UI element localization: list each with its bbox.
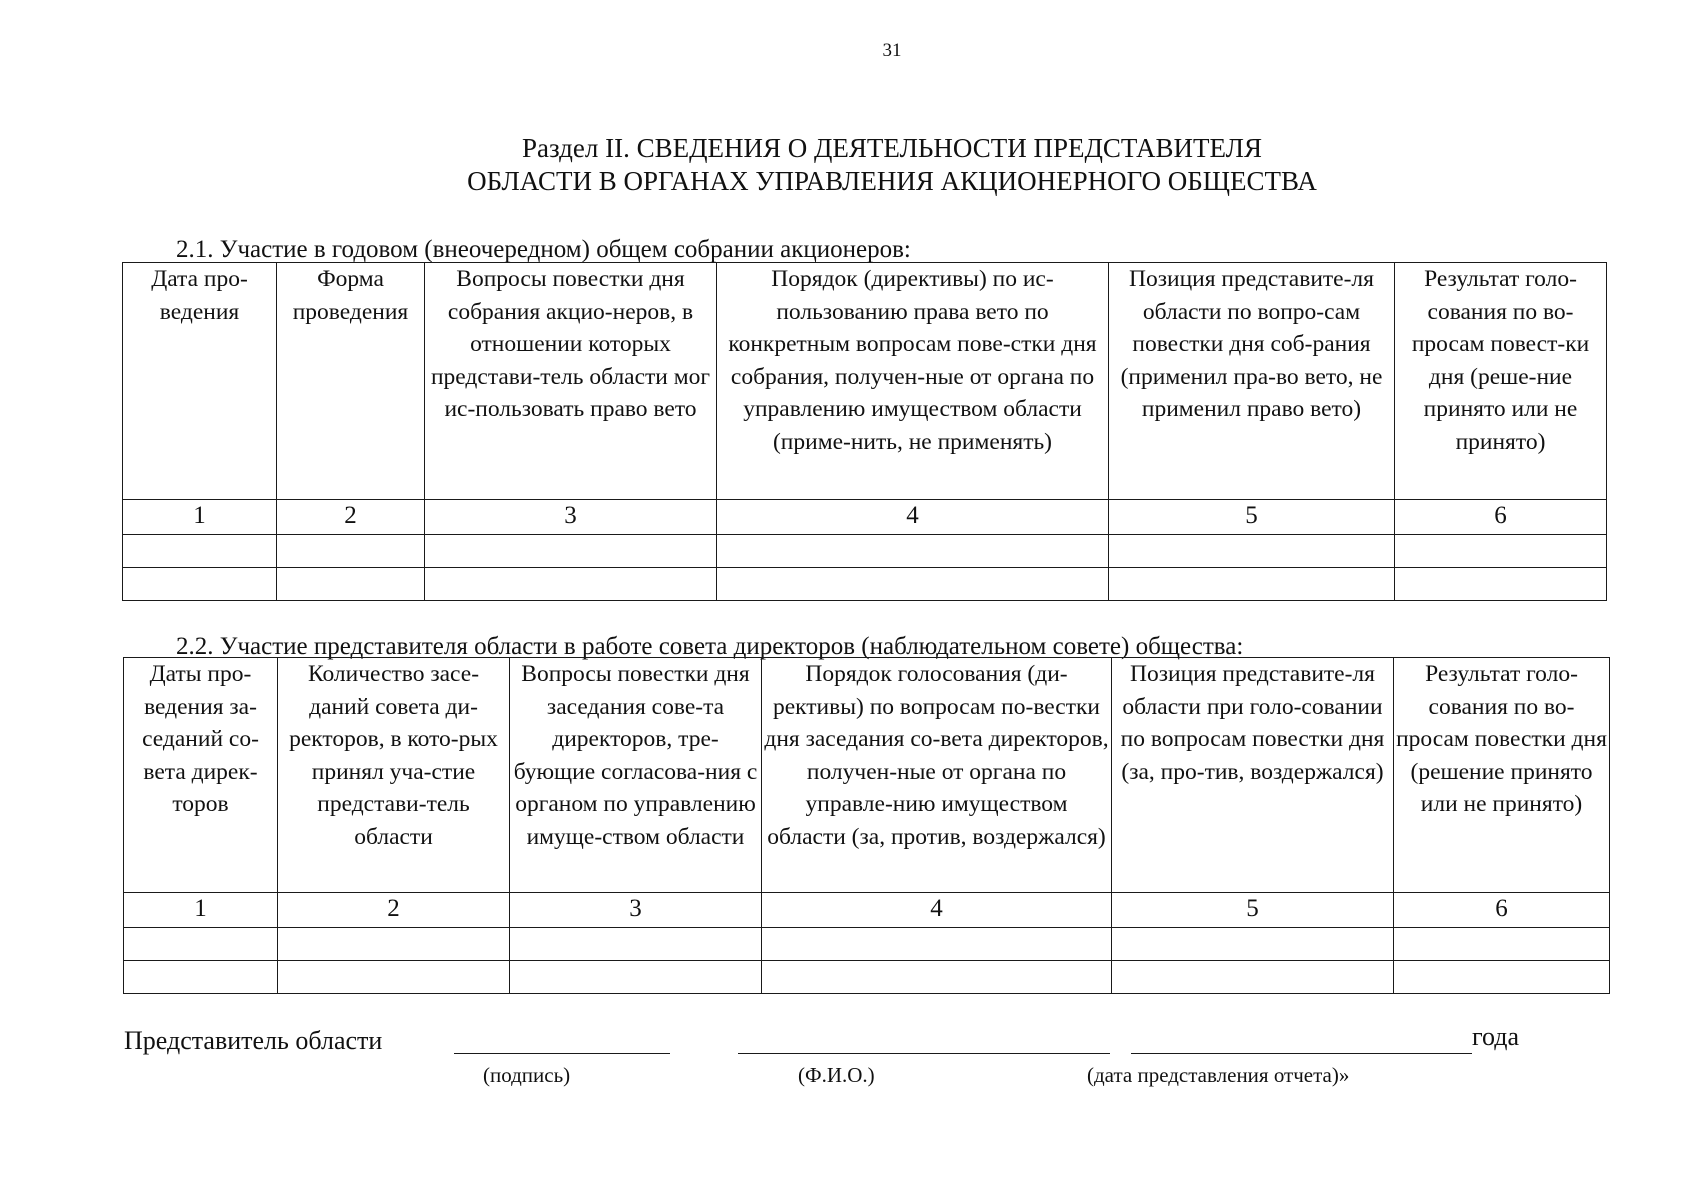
- table2-caption: 2.2. Участие представителя области в работе совета директоров (наблюдательном совете) общества:: [176, 633, 1244, 660]
- empty-cell[interactable]: [123, 535, 277, 568]
- empty-cell[interactable]: [762, 961, 1112, 994]
- column-number: 4: [717, 500, 1109, 535]
- column-number: 1: [123, 500, 277, 535]
- table2-header-cell: Порядок голосования (ди-рективы) по вопросам по-вестки дня заседания со-вета директоров, получен-ные от органа по управле-нию имуществом области (за, против, воздержался): [762, 658, 1112, 893]
- table1-header-cell: Порядок (директивы) по ис-пользованию права вето по конкретным вопросам пове-стки дня собрания, получен-ные от органа по управлению имуществом области (приме-нить, не применять): [717, 263, 1109, 500]
- column-number: 6: [1394, 893, 1610, 928]
- table2-header-row: [124, 658, 1610, 893]
- representative-label: Представитель области: [124, 1026, 383, 1055]
- empty-cell[interactable]: [510, 961, 762, 994]
- table2-header-cell: Позиция представите-ля области при голо-совании по вопросам повестки дня (за, про-тив, воздержался): [1112, 658, 1394, 893]
- column-number: 4: [762, 893, 1112, 928]
- table2-number-row: [124, 893, 1610, 928]
- empty-cell[interactable]: [124, 928, 278, 961]
- empty-cell[interactable]: [1109, 568, 1395, 601]
- empty-cell[interactable]: [278, 928, 510, 961]
- table1-number-row: [123, 500, 1607, 535]
- table1-header-row: [123, 263, 1607, 500]
- empty-cell[interactable]: [1395, 535, 1607, 568]
- column-number: 2: [278, 893, 510, 928]
- page-number: 31: [882, 40, 902, 61]
- column-number: 1: [124, 893, 278, 928]
- column-number: 5: [1112, 893, 1394, 928]
- empty-cell[interactable]: [1112, 961, 1394, 994]
- table1-header-cell: Позиция представите-ля области по вопро-сам повестки дня соб-рания (применил пра-во вето, не применил право вето): [1109, 263, 1395, 500]
- table2-empty-row: [124, 928, 1610, 961]
- table2-header-cell: Результат голо-сования по во-просам повестки дня (решение принято или не принято): [1394, 658, 1610, 893]
- section-title: [0, 132, 1697, 198]
- board-of-directors-table: [123, 657, 1610, 994]
- year-label: года: [1472, 1022, 1520, 1051]
- shareholders-meeting-table: [122, 262, 1607, 601]
- full-name-line[interactable]: [738, 1053, 1110, 1054]
- empty-cell[interactable]: [717, 568, 1109, 601]
- empty-cell[interactable]: [717, 535, 1109, 568]
- table1-header-cell: Вопросы повестки дня собрания акцио-неров, в отношении которых представи-тель области мог ис-пользовать право вето: [425, 263, 717, 500]
- empty-cell[interactable]: [277, 568, 425, 601]
- table1-header-cell: Результат голо-сования по во-просам повест-ки дня (реше-ние принято или не принято): [1395, 263, 1607, 500]
- empty-cell[interactable]: [762, 928, 1112, 961]
- table1-header-cell: Дата про- ведения: [123, 263, 277, 500]
- table1-caption: 2.1. Участие в годовом (внеочередном) общем собрании акционеров:: [176, 236, 911, 263]
- signature-caption: (подпись): [483, 1063, 571, 1087]
- empty-cell[interactable]: [278, 961, 510, 994]
- column-number: 3: [510, 893, 762, 928]
- table2-empty-row: [124, 961, 1610, 994]
- signature-line[interactable]: [454, 1053, 670, 1054]
- table1-empty-row: [123, 535, 1607, 568]
- empty-cell[interactable]: [510, 928, 762, 961]
- table2-header-cell: Количество засе-даний совета ди-ректоров, в кото-рых принял уча-стие представи-тель области: [278, 658, 510, 893]
- empty-cell[interactable]: [1394, 961, 1610, 994]
- column-number: 6: [1395, 500, 1607, 535]
- table1-header-cell: Форма проведения: [277, 263, 425, 500]
- column-number: 5: [1109, 500, 1395, 535]
- empty-cell[interactable]: [1395, 568, 1607, 601]
- empty-cell[interactable]: [1109, 535, 1395, 568]
- name-caption: (Ф.И.О.): [798, 1063, 875, 1087]
- report-date-line[interactable]: [1131, 1053, 1472, 1054]
- table2-header-cell: Даты про-ведения за-седаний со-вета дирек-торов: [124, 658, 278, 893]
- table2-header-cell: Вопросы повестки дня заседания сове-та директоров, тре-бующие согласова-ния с органом по управлению имуще-ством области: [510, 658, 762, 893]
- section-title-line-2: ОБЛАСТИ В ОРГАНАХ УПРАВЛЕНИЯ АКЦИОНЕРНОГО ОБЩЕСТВА: [467, 166, 1317, 196]
- empty-cell[interactable]: [124, 961, 278, 994]
- empty-cell[interactable]: [277, 535, 425, 568]
- section-title-line-1: Раздел II. СВЕДЕНИЯ О ДЕЯТЕЛЬНОСТИ ПРЕДСТАВИТЕЛЯ: [521, 133, 1262, 163]
- empty-cell[interactable]: [123, 568, 277, 601]
- empty-cell[interactable]: [1394, 928, 1610, 961]
- table1-empty-row: [123, 568, 1607, 601]
- empty-cell[interactable]: [1112, 928, 1394, 961]
- empty-cell[interactable]: [425, 535, 717, 568]
- column-number: 2: [277, 500, 425, 535]
- date-caption: (дата представления отчета)»: [1087, 1063, 1350, 1087]
- empty-cell[interactable]: [425, 568, 717, 601]
- column-number: 3: [425, 500, 717, 535]
